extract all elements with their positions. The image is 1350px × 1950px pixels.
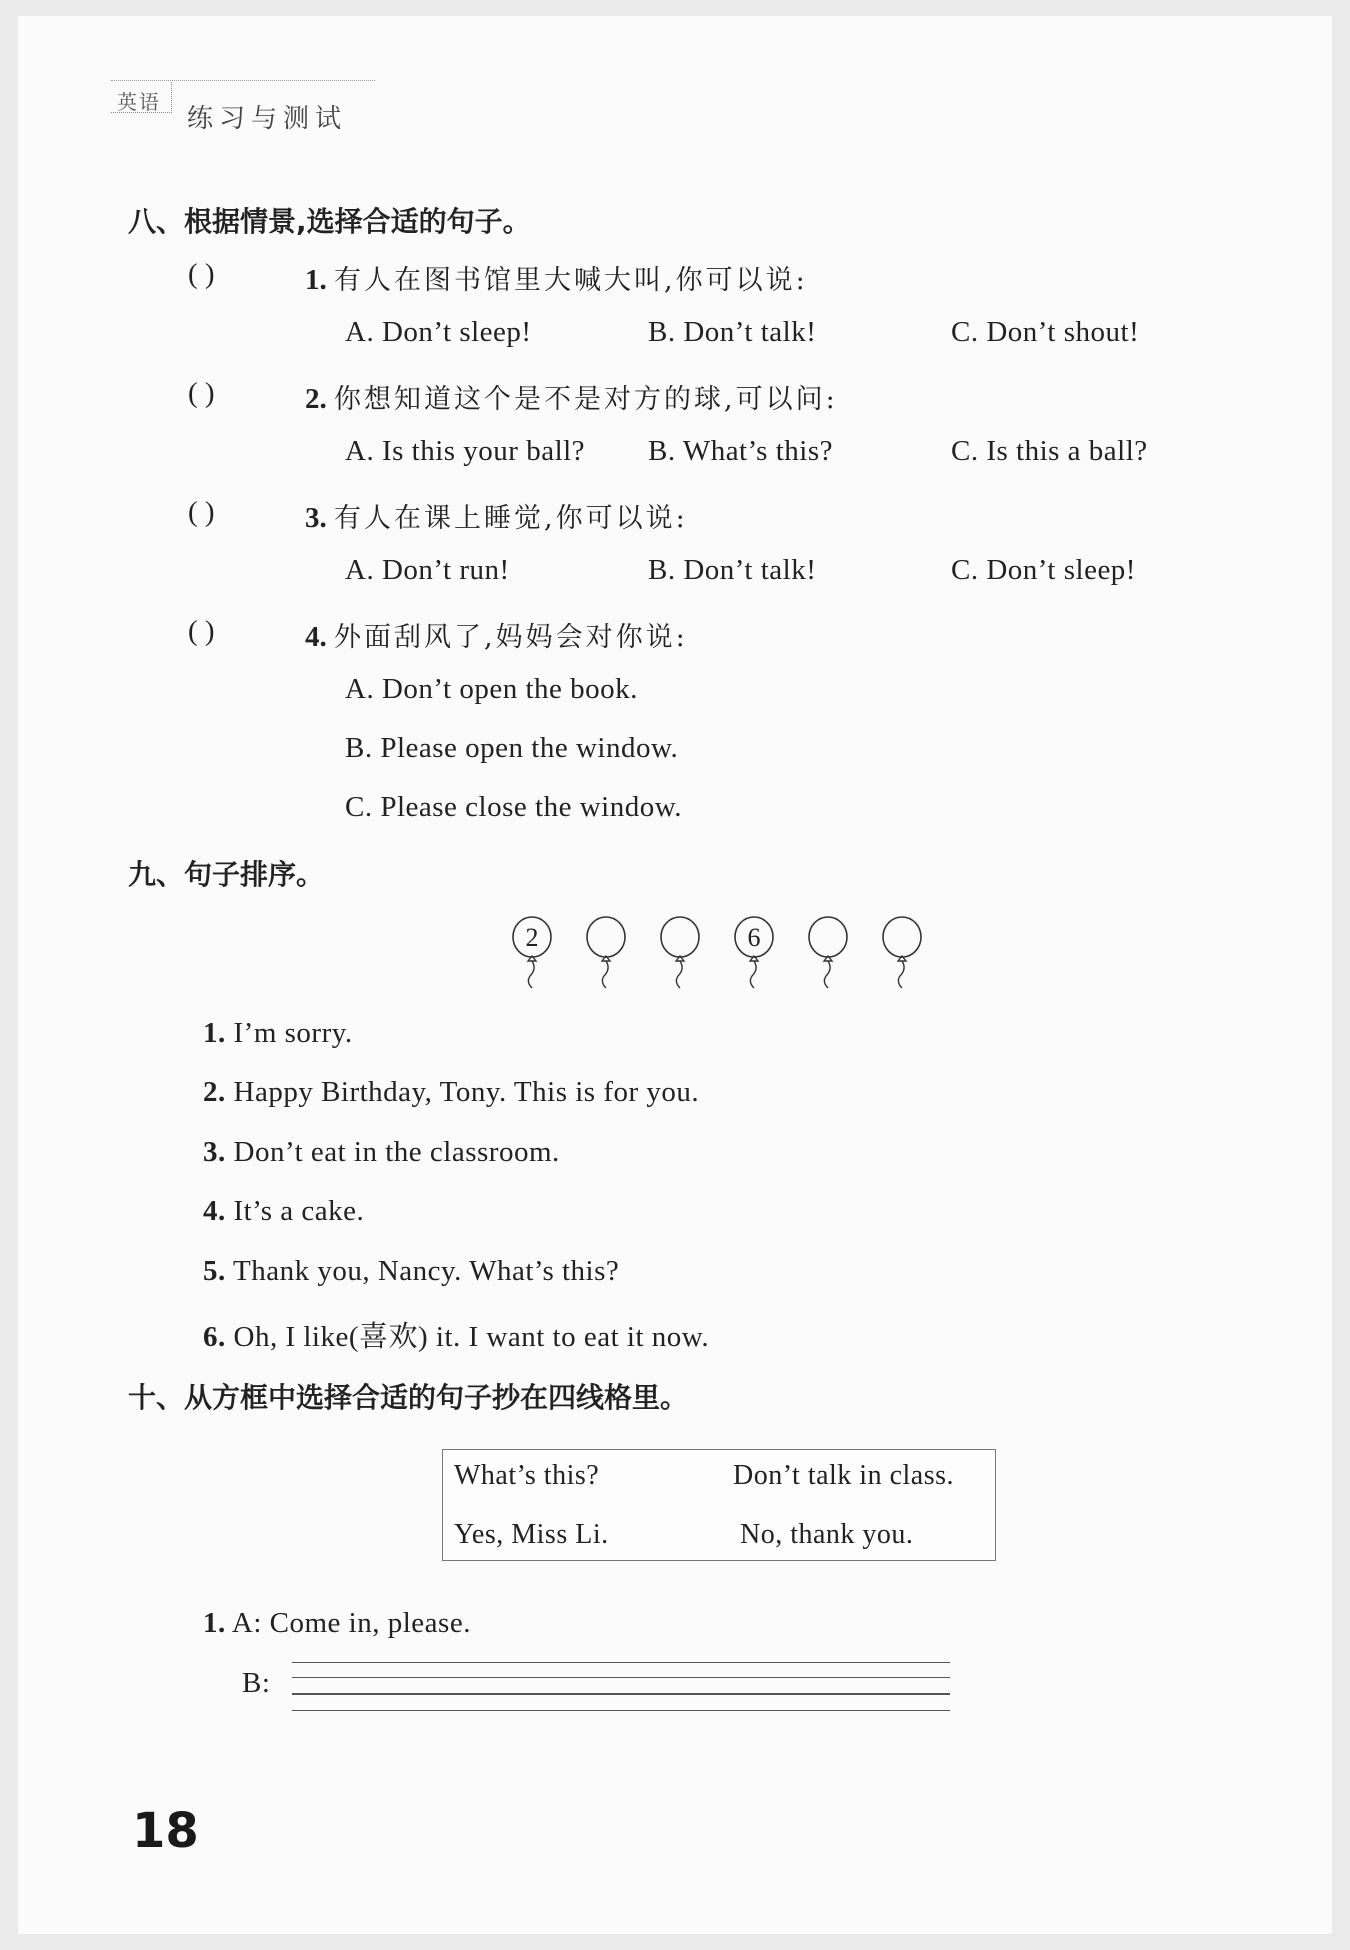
option-2c: C. Is this a ball? — [951, 435, 1148, 467]
header-dotted-rule — [111, 80, 375, 81]
header-subject: 英语 — [117, 90, 161, 114]
question-prompt: 你想知道这个是不是对方的球,可以问: — [334, 384, 838, 415]
sentence-number: 4. — [203, 1195, 226, 1227]
sentence-2 — [203, 1076, 699, 1109]
box-sentence-4: No, thank you. — [740, 1519, 914, 1550]
dialogue-b-label: B: — [242, 1667, 271, 1699]
question-number: 2. — [305, 383, 327, 415]
balloon[interactable] — [735, 917, 773, 988]
question-number: 1. — [305, 264, 327, 296]
option-4b: B. Please open the window. — [345, 732, 679, 764]
option-4c: C. Please close the window. — [345, 791, 683, 823]
sentence-1 — [203, 1017, 353, 1050]
balloon-string — [824, 961, 830, 988]
question-number: 4. — [305, 621, 327, 653]
sentence-text: Happy Birthday, Tony. This is for you. — [233, 1076, 700, 1108]
section-8-title: 八、根据情景,选择合适的句子。 — [128, 205, 531, 238]
balloon[interactable] — [513, 917, 551, 988]
question-3 — [305, 496, 688, 535]
sentence-number: 2. — [203, 1076, 226, 1108]
sentence-number: 5. — [203, 1255, 226, 1287]
balloon-circle — [883, 917, 921, 957]
balloon-string — [602, 961, 608, 988]
sentence-6 — [203, 1314, 709, 1355]
item-number: 1. — [203, 1607, 226, 1639]
sentence-text: Don’t eat in the classroom. — [233, 1136, 560, 1168]
box-sentence-2: Don’t talk in class. — [733, 1460, 955, 1491]
option-2a: A. Is this your ball? — [345, 435, 586, 467]
balloon[interactable] — [883, 917, 921, 988]
answer-blank-4[interactable]: ( ) — [188, 615, 215, 647]
question-1 — [305, 258, 808, 297]
grid-line — [292, 1677, 950, 1678]
sentence-3 — [203, 1136, 560, 1169]
balloon-circle — [587, 917, 625, 957]
box-sentence-1: What’s this? — [454, 1460, 600, 1491]
answer-blank-1[interactable]: ( ) — [188, 258, 215, 290]
balloon[interactable] — [587, 917, 625, 988]
sentence-text: Oh, I like(喜欢) it. I want to eat it now. — [233, 1321, 710, 1353]
question-prompt: 有人在图书馆里大喊大叫,你可以说: — [334, 265, 808, 296]
balloon-label: 6 — [747, 923, 761, 952]
section-10-title: 十、从方框中选择合适的句子抄在四线格里。 — [128, 1381, 689, 1414]
sentence-5 — [203, 1255, 619, 1288]
page-number: 18 — [132, 1803, 199, 1859]
sentence-text: It’s a cake. — [233, 1195, 365, 1227]
answer-blank-3[interactable]: ( ) — [188, 496, 215, 528]
balloon-string — [528, 961, 534, 988]
balloon-circle — [809, 917, 847, 957]
option-3b: B. Don’t talk! — [648, 554, 817, 586]
balloon-label: 2 — [525, 923, 539, 952]
header-title: 练习与测试 — [187, 104, 348, 134]
answer-blank-2[interactable]: ( ) — [188, 377, 215, 409]
balloon[interactable] — [661, 917, 699, 988]
option-1c: C. Don’t shout! — [951, 316, 1140, 348]
balloon-string — [676, 961, 682, 988]
sentence-number: 3. — [203, 1136, 226, 1168]
option-3c: C. Don’t sleep! — [951, 554, 1136, 586]
option-3a: A. Don’t run! — [345, 554, 510, 586]
balloon[interactable] — [809, 917, 847, 988]
question-prompt: 有人在课上睡觉,你可以说: — [334, 503, 688, 534]
section-9-title: 九、句子排序。 — [128, 858, 325, 891]
balloon-string — [750, 961, 756, 988]
option-2b: B. What’s this? — [648, 435, 833, 467]
balloon-string — [898, 961, 904, 988]
question-4 — [305, 615, 688, 654]
dialogue-line-a — [203, 1607, 471, 1640]
option-4a: A. Don’t open the book. — [345, 673, 638, 705]
sentence-text: Thank you, Nancy. What’s this? — [232, 1255, 620, 1287]
sentence-number: 6. — [203, 1321, 226, 1353]
option-1a: A. Don’t sleep! — [345, 316, 532, 348]
balloon-circle — [661, 917, 699, 957]
sentence-4 — [203, 1195, 364, 1228]
question-number: 3. — [305, 502, 327, 534]
dialogue-a-text: A: Come in, please. — [231, 1607, 471, 1639]
question-prompt: 外面刮风了,妈妈会对你说: — [334, 622, 688, 653]
option-1b: B. Don’t talk! — [648, 316, 817, 348]
grid-line — [292, 1710, 950, 1711]
grid-line — [292, 1662, 950, 1663]
box-sentence-3: Yes, Miss Li. — [454, 1519, 609, 1550]
sentence-number: 1. — [203, 1017, 226, 1049]
question-2 — [305, 377, 838, 416]
sentence-text: I’m sorry. — [233, 1017, 353, 1049]
balloon-row — [500, 912, 940, 992]
grid-line — [292, 1693, 950, 1695]
